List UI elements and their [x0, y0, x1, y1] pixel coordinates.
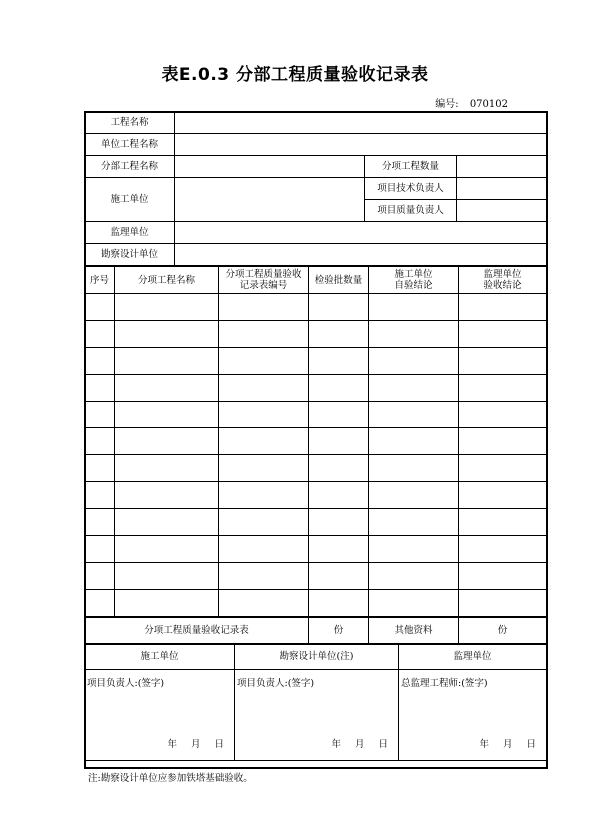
table-cell[interactable]	[85, 347, 115, 374]
subitem-count-label: 分项工程数量	[365, 156, 457, 178]
sign-survey-header: 勘察设计单位(注)	[235, 644, 399, 669]
table-cell[interactable]	[85, 374, 115, 401]
table-cell[interactable]	[219, 482, 309, 509]
records-copies-label: 份	[309, 617, 369, 643]
table-cell[interactable]	[369, 482, 459, 509]
table-cell[interactable]	[369, 455, 459, 482]
table-cell[interactable]	[369, 562, 459, 589]
quality-lead-field[interactable]	[457, 200, 547, 222]
table-cell[interactable]	[85, 589, 115, 616]
project-name-field[interactable]	[175, 112, 547, 134]
other-docs-copies-label: 份	[459, 617, 547, 643]
table-cell[interactable]	[115, 562, 219, 589]
division-name-field[interactable]	[175, 156, 365, 178]
table-cell[interactable]	[219, 536, 309, 563]
table-cell[interactable]	[85, 401, 115, 428]
project-name-label: 工程名称	[85, 112, 175, 134]
table-cell[interactable]	[219, 401, 309, 428]
table-cell[interactable]	[459, 482, 547, 509]
table-cell[interactable]	[219, 294, 309, 321]
table-cell[interactable]	[85, 294, 115, 321]
survey-unit-label: 勘察设计单位	[85, 244, 175, 266]
project-info-table	[84, 111, 547, 266]
supervision-conclusion-header: 监理单位 验收结论	[459, 267, 547, 294]
table-row	[85, 455, 547, 482]
table-cell[interactable]	[369, 509, 459, 536]
table-cell[interactable]	[219, 455, 309, 482]
table-cell[interactable]	[369, 294, 459, 321]
page-title: 表E.0.3 分部工程质量验收记录表	[161, 65, 429, 85]
division-name-label: 分部工程名称	[85, 156, 175, 178]
survey-signature-cell[interactable]	[235, 669, 399, 760]
supervision-signature-cell[interactable]	[399, 669, 547, 760]
table-cell[interactable]	[85, 536, 115, 563]
signature-table	[84, 644, 547, 761]
construction-unit-field[interactable]	[175, 178, 365, 222]
table-cell[interactable]	[115, 320, 219, 347]
table-cell[interactable]	[459, 536, 547, 563]
table-cell[interactable]	[369, 428, 459, 455]
tech-lead-label: 项目技术负责人	[365, 178, 457, 200]
table-cell[interactable]	[459, 401, 547, 428]
table-cell[interactable]	[369, 320, 459, 347]
supervision-signature-label: 总监理工程师:(签字)	[401, 677, 488, 689]
unit-project-name-label: 单位工程名称	[85, 134, 175, 156]
table-cell[interactable]	[459, 374, 547, 401]
table-cell[interactable]	[309, 509, 369, 536]
table-row	[85, 509, 547, 536]
table-cell[interactable]	[115, 589, 219, 616]
table-row	[85, 589, 547, 616]
table-cell[interactable]	[115, 374, 219, 401]
table-row	[85, 294, 547, 321]
table-cell[interactable]	[309, 455, 369, 482]
table-cell[interactable]	[309, 347, 369, 374]
unit-project-name-field[interactable]	[175, 134, 547, 156]
table-cell[interactable]	[219, 509, 309, 536]
table-cell[interactable]	[85, 482, 115, 509]
table-cell[interactable]	[115, 428, 219, 455]
table-cell[interactable]	[219, 562, 309, 589]
table-cell[interactable]	[459, 428, 547, 455]
table-cell[interactable]	[309, 294, 369, 321]
supervision-unit-label: 监理单位	[85, 222, 175, 244]
subitem-count-field[interactable]	[457, 156, 547, 178]
records-label: 分项工程质量验收记录表	[85, 617, 309, 643]
table-cell[interactable]	[369, 401, 459, 428]
table-cell[interactable]	[309, 428, 369, 455]
table-cell[interactable]	[219, 320, 309, 347]
construction-date: 年 月 日	[167, 738, 224, 750]
table-cell[interactable]	[219, 589, 309, 616]
table-cell[interactable]	[85, 320, 115, 347]
sign-construction-header: 施工单位	[85, 644, 235, 669]
table-cell[interactable]	[309, 320, 369, 347]
table-row	[85, 482, 547, 509]
table-cell[interactable]	[115, 509, 219, 536]
construction-signature-cell[interactable]	[85, 669, 235, 760]
supervision-date: 年 月 日	[479, 738, 536, 750]
table-cell[interactable]	[85, 509, 115, 536]
table-cell[interactable]	[459, 589, 547, 616]
document-number-label: 编号:	[435, 99, 459, 110]
table-cell[interactable]	[459, 347, 547, 374]
other-docs-label: 其他资料	[369, 617, 459, 643]
subitem-name-header: 分项工程名称	[115, 267, 219, 294]
table-cell[interactable]	[219, 374, 309, 401]
table-cell[interactable]	[115, 455, 219, 482]
table-row	[85, 347, 547, 374]
table-cell[interactable]	[459, 455, 547, 482]
table-row	[85, 562, 547, 589]
quality-lead-label: 项目质量负责人	[365, 200, 457, 222]
sign-supervision-header: 监理单位	[399, 644, 547, 669]
table-cell[interactable]	[115, 347, 219, 374]
table-row	[85, 536, 547, 563]
table-cell[interactable]	[309, 589, 369, 616]
table-cell[interactable]	[85, 428, 115, 455]
document-number	[435, 95, 508, 110]
table-cell[interactable]	[309, 401, 369, 428]
table-cell[interactable]	[369, 536, 459, 563]
footnote: 注:勘察设计单位应参加铁塔基础验收。	[88, 773, 253, 784]
self-check-header: 施工单位 自验结论	[369, 267, 459, 294]
table-cell[interactable]	[369, 347, 459, 374]
survey-date: 年 月 日	[331, 738, 388, 750]
table-cell[interactable]	[85, 455, 115, 482]
table-cell[interactable]	[459, 294, 547, 321]
summary-table	[84, 617, 547, 644]
supervision-unit-field[interactable]	[175, 222, 547, 244]
table-cell[interactable]	[309, 482, 369, 509]
table-cell[interactable]	[459, 509, 547, 536]
record-number-header: 分项工程质量验收 记录表编号	[219, 267, 309, 294]
table-row	[85, 428, 547, 455]
table-cell[interactable]	[309, 374, 369, 401]
table-cell[interactable]	[219, 347, 309, 374]
table-cell[interactable]	[85, 562, 115, 589]
table-cell[interactable]	[459, 320, 547, 347]
construction-signature-label: 项目负责人:(签字)	[87, 677, 165, 689]
table-cell[interactable]	[115, 536, 219, 563]
acceptance-form	[84, 111, 546, 766]
table-cell[interactable]	[115, 401, 219, 428]
table-cell[interactable]	[115, 294, 219, 321]
table-row	[85, 320, 547, 347]
table-cell[interactable]	[309, 536, 369, 563]
construction-unit-label: 施工单位	[85, 178, 175, 222]
survey-unit-field[interactable]	[175, 244, 547, 266]
survey-signature-label: 项目负责人:(签字)	[237, 677, 315, 689]
table-cell[interactable]	[219, 428, 309, 455]
seq-header: 序号	[85, 267, 115, 294]
table-cell[interactable]	[369, 374, 459, 401]
table-row	[85, 374, 547, 401]
table-cell[interactable]	[369, 589, 459, 616]
subitem-table	[84, 266, 547, 617]
table-cell[interactable]	[459, 562, 547, 589]
table-row	[85, 401, 547, 428]
tech-lead-field[interactable]	[457, 178, 547, 200]
table-cell[interactable]	[309, 562, 369, 589]
table-cell[interactable]	[115, 482, 219, 509]
document-number-value: 070102	[469, 99, 508, 110]
batch-count-header: 检验批数量	[309, 267, 369, 294]
